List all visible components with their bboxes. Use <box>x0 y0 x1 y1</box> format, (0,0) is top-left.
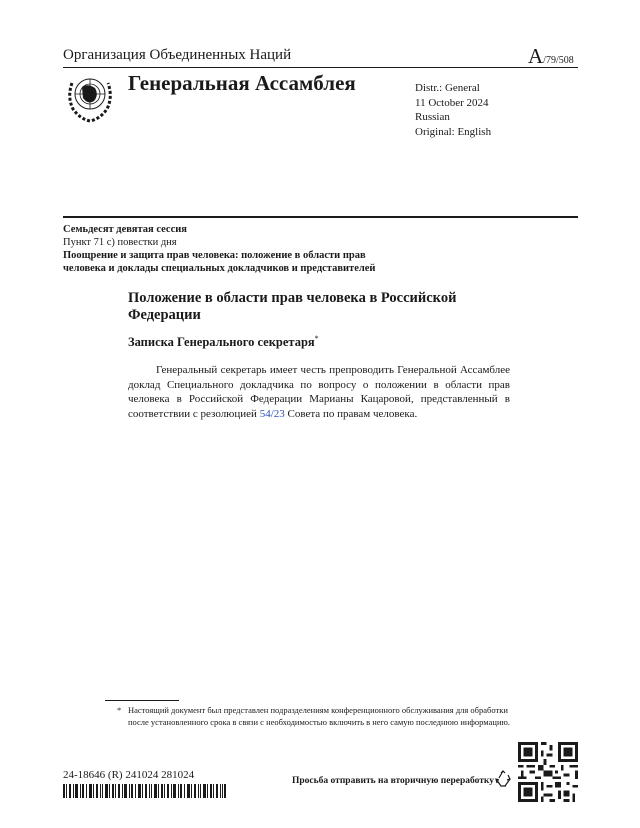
agenda-title-line-1: Поощрение и защита прав человека: положение в области прав <box>63 250 366 261</box>
original-language: Original: English <box>415 125 492 138</box>
agenda-item: Пункт 71 c) повестки дня <box>63 237 177 248</box>
recycle-icon <box>494 770 512 788</box>
document-symbol-suffix: /79/508 <box>543 55 574 66</box>
resolution-link[interactable]: 54/23 <box>259 407 285 420</box>
document-symbol-main: A <box>528 44 544 68</box>
session-name: Семьдесят девятая сессия <box>63 224 187 235</box>
organization-name: Организация Объединенных Наций <box>63 47 292 63</box>
barcode-icon <box>63 784 226 798</box>
issue-date: 11 October 2024 <box>415 96 489 109</box>
body-text-start: Генеральный секретарь имеет честь препроводить Генеральной Ассамблее доклад Специального докладчика по вопросу о положении в области прав человека в Российской Федерации Марианы Кацаровой, представленный в соответствии с резолюцией <box>128 364 510 420</box>
assembly-title: Генеральная Ассамблея <box>128 71 356 95</box>
body-text-end: Совета по правам человека. <box>284 407 418 420</box>
session-block <box>63 223 463 275</box>
document-title: Положение в области прав человека в Российской Федерации <box>128 290 457 323</box>
distribution-info <box>415 81 491 139</box>
document-symbol <box>528 44 574 69</box>
note-footnote-marker: * <box>314 334 319 343</box>
document-language: Russian <box>415 111 450 123</box>
un-emblem-icon <box>64 71 116 123</box>
footnote-text: Настоящий документ был представлен подразделениям конференционного обслуживания для обработки после установленного срока в связи с необходимостью включить в него самую последнюю информацию. <box>128 705 510 727</box>
job-number: 24-18646 (R) 241024 281024 <box>63 769 195 781</box>
distribution-status: Distr.: General <box>415 82 480 94</box>
agenda-title-line-2: человека и доклады специальных докладчиков и представителей <box>63 263 376 274</box>
body-paragraph <box>128 363 510 421</box>
header-rule <box>63 67 578 68</box>
footnote-marker: * <box>117 705 122 715</box>
qr-code-icon <box>518 742 578 802</box>
footnote <box>105 704 510 728</box>
recycle-notice: Просьба отправить на вторичную переработку <box>292 776 494 786</box>
session-rule <box>63 216 578 218</box>
note-heading <box>128 334 319 350</box>
note-heading-text: Записка Генерального секретаря <box>128 335 315 350</box>
footnote-rule <box>105 700 179 701</box>
